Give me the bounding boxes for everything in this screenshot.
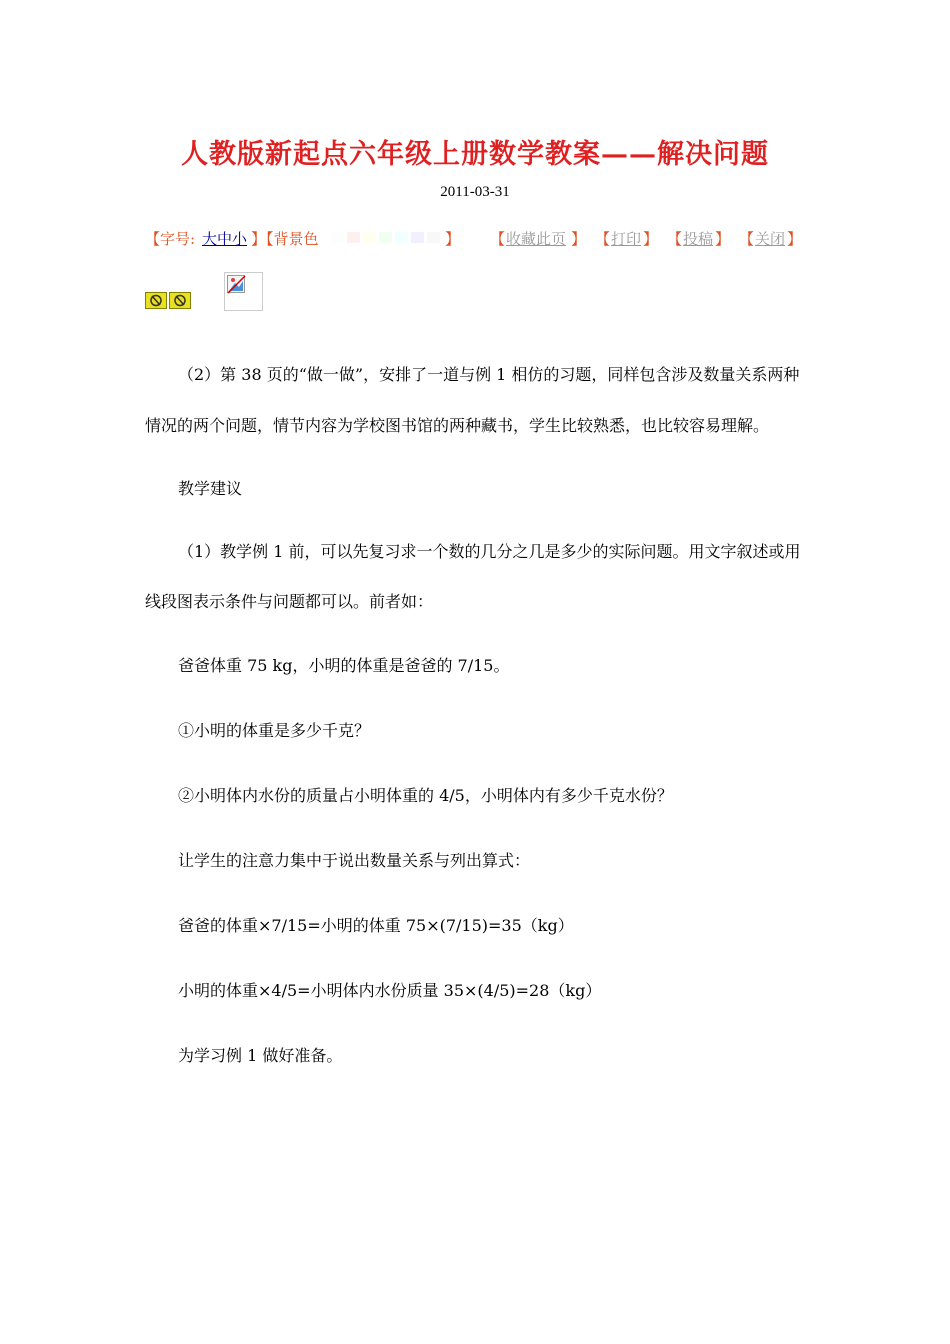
paragraph: （2）第 38 页的“做一做”，安排了一道与例 1 相仿的习题，同样包含涉及数量关系两种 — [178, 365, 800, 384]
bg-swatch-6[interactable] — [411, 232, 424, 243]
font-size-label: 【字号: — [145, 230, 196, 248]
next-page-icon[interactable] — [169, 292, 191, 309]
bg-swatch-5[interactable] — [395, 232, 408, 243]
publish-date: 2011-03-31 — [440, 184, 510, 200]
formula-line: 小明的体重×4/5=小明体内水份质量 35×(4/5)=28（kg） — [178, 981, 602, 1000]
bg-swatch-1[interactable] — [331, 232, 344, 243]
article-toolbar: 【字号: 大中小 】【背景色 】 【 收藏此页 】 【 打印 】 【 投稿 】 【 关闭 】 — [145, 230, 803, 248]
bg-close-bracket: 】 — [445, 230, 461, 248]
close-link[interactable]: 关闭 — [755, 230, 786, 248]
paragraph: 线段图表示条件与问题都可以。前者如： — [145, 592, 434, 611]
bg-swatch-7[interactable] — [427, 232, 440, 243]
paragraph: 让学生的注意力集中于说出数量关系与列出算式： — [178, 851, 531, 870]
bg-swatch-3[interactable] — [363, 232, 376, 243]
paragraph: 为学习例 1 做好准备。 — [178, 1046, 343, 1065]
paragraph: 情况的两个问题，情节内容为学校图书馆的两种藏书，学生比较熟悉，也比较容易理解。 — [145, 416, 770, 435]
paragraph: ①小明的体重是多少千克？ — [178, 721, 371, 740]
formula-line: 爸爸的体重×7/15=小明的体重 75×(7/15)=35（kg） — [178, 916, 574, 935]
bg-color-label: 】【背景色 — [251, 230, 319, 248]
prev-page-icon[interactable] — [145, 292, 167, 309]
section-heading: 教学建议 — [178, 479, 243, 498]
paragraph: （1）教学例 1 前，可以先复习求一个数的几分之几是多少的实际问题。用文字叙述或用 — [178, 542, 801, 561]
bg-swatch-4[interactable] — [379, 232, 392, 243]
submit-link[interactable]: 投稿 — [683, 230, 714, 248]
favorite-link[interactable]: 收藏此页 — [506, 230, 567, 248]
print-link[interactable]: 打印 — [611, 230, 642, 248]
paragraph: 爸爸体重 75 kg，小明的体重是爸爸的 7/15。 — [178, 656, 510, 675]
page-title: 人教版新起点六年级上册数学教案——解决问题 — [181, 139, 769, 170]
paragraph: ②小明体内水份的质量占小明体重的 4/5，小明体内有多少千克水份？ — [178, 786, 673, 805]
font-size-links[interactable]: 大中小 — [202, 230, 248, 248]
broken-image-icon — [224, 272, 263, 311]
bg-swatch-2[interactable] — [347, 232, 360, 243]
